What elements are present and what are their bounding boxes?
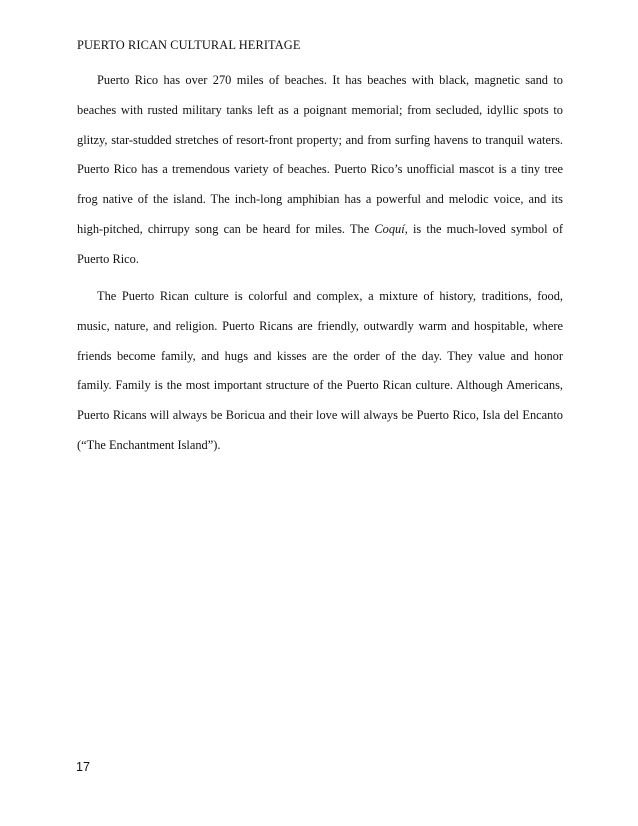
paragraph-line: Puerto Rico. [77, 251, 139, 266]
page-number: 17 [76, 760, 90, 774]
paragraph-line: beaches with rusted military tanks left as a poignant memorial; from secluded, idyllic spots to [77, 102, 563, 117]
paragraph-beaches [77, 66, 563, 275]
paragraph-line: Puerto Ricans will always be Boricua and their love will always be Puerto Rico, Isla del Encanto [77, 408, 563, 423]
paragraph-line: friends become family, and hugs and kisses are the order of the day. They value and honor [77, 348, 563, 363]
paragraph-line [77, 215, 563, 245]
paragraph-line: frog native of the island. The inch-long amphibian has a powerful and melodic voice, and its [77, 192, 563, 207]
paragraph-line: The Puerto Rican culture is colorful and complex, a mixture of history, traditions, food, [97, 289, 563, 303]
paragraph-line: (“The Enchantment Island”). [77, 437, 221, 452]
paragraph-line: Puerto Rico has a tremendous variety of beaches. Puerto Rico’s unofficial mascot is a tiny tree [77, 162, 563, 177]
paragraph-culture [77, 282, 563, 461]
paragraph-line: glitzy, star-studded stretches of resort-front property; and from surfing havens to tranquil waters. [77, 132, 563, 147]
line-text: high-pitched, chirrupy song can be heard for miles. The [77, 221, 370, 236]
paragraph-line: music, nature, and religion. Puerto Ricans are friendly, outwardly warm and hospitable, where [77, 318, 563, 333]
paragraph-line: Puerto Rico has over 270 miles of beaches. It has beaches with black, magnetic sand to [97, 73, 563, 87]
paragraph-line: family. Family is the most important structure of the Puerto Rican culture. Although Americans, [77, 378, 563, 393]
coqui-term: Coquí [374, 221, 405, 236]
line-text: , is the much-loved symbol of [404, 221, 563, 236]
running-head: PUERTO RICAN CULTURAL HERITAGE [77, 38, 301, 52]
